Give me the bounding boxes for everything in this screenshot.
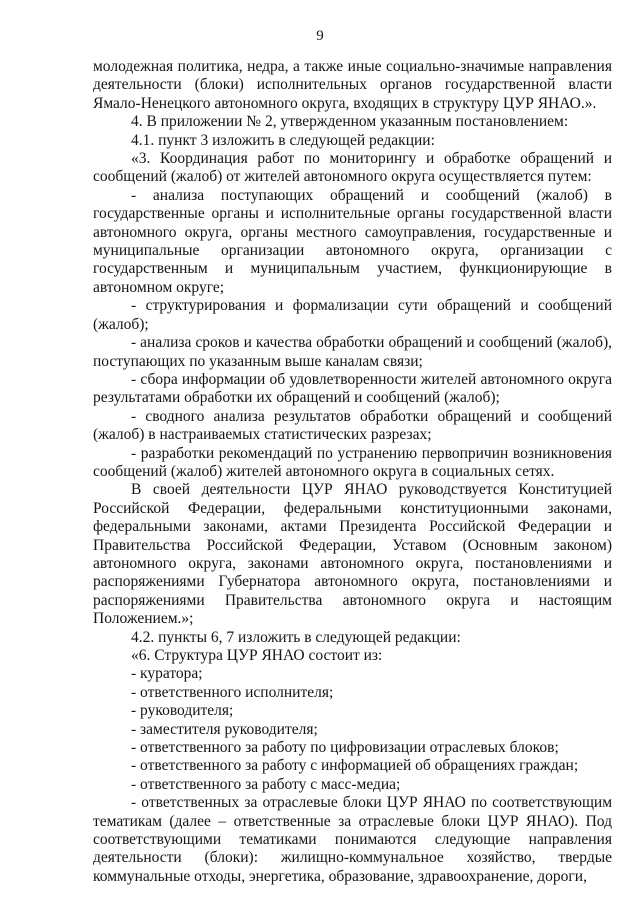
paragraph: - ответственного за работу с информацией об обращениях граждан; xyxy=(131,757,579,775)
paragraph: - куратора; xyxy=(131,665,203,683)
paragraph: «6. Структура ЦУР ЯНАО состоит из: xyxy=(131,647,383,664)
paragraph: «3. Координация работ по мониторингу и обработке обращений и сообщений (жалоб) от жителей автономного округа осуществляется путем: xyxy=(93,150,612,186)
paragraph: - ответственного исполнителя; xyxy=(131,683,334,701)
paragraph: - ответственных за отраслевые блоки ЦУР ЯНАО по соответствующим тематикам (далее – ответственные за отраслевые блоки ЦУР ЯНАО). Под соответствующими тематиками понимаются следующие направления деятельности (блоки): жилищно-коммунальное хозяйство, твердые коммунальные отходы, энергетика, образование, здравоохранение, дороги, xyxy=(93,794,612,885)
paragraph: - ответственного за работу по цифровизации отраслевых блоков; xyxy=(131,739,559,757)
paragraph: - ответственного за работу с масс-медиа; xyxy=(131,775,401,793)
paragraph: - заместителя руководителя; xyxy=(131,720,318,738)
paragraph: 4.1. пункт 3 изложить в следующей редакции: xyxy=(131,131,435,149)
paragraph: 4.2. пункты 6, 7 изложить в следующей редакции: xyxy=(131,628,461,646)
paragraph: молодежная политика, недра, а также иные социально-значимые направления деятельности (блоки) исполнительных органов государственной власти Ямало-Ненецкого автономного округа, входящих в структуру ЦУР ЯНАО.». xyxy=(93,58,612,112)
paragraph: - разработки рекомендаций по устранению первопричин возникновения сообщений (жалоб) жителей автономного округа в социальных сетях. xyxy=(93,444,612,480)
paragraph: - сбора информации об удовлетворенности жителей автономного округа результатами обработки их обращений и сообщений (жалоб); xyxy=(93,370,612,407)
paragraph: - анализа сроков и качества обработки обращений и сообщений (жалоб), поступающих по указанным выше каналам связи; xyxy=(93,334,612,370)
paragraph: - сводного анализа результатов обработки обращений и сообщений (жалоб) в настраиваемых статистических разрезах; xyxy=(93,407,612,444)
paragraph: 4. В приложении № 2, утвержденном указанным постановлением: xyxy=(131,113,569,131)
paragraph: - руководителя; xyxy=(131,702,234,720)
paragraph: - структурирования и формализации сути обращений и сообщений (жалоб); xyxy=(93,297,612,333)
paragraph: - анализа поступающих обращений и сообщений (жалоб) в государственные органы и исполнительные органы государственной власти автономного округа, органы местного самоуправления, государственные и муниципальные организации автономного округа, организации с государственным и муниципальным участием, функционирующие в автономном округе; xyxy=(93,186,612,296)
page-number: 9 xyxy=(316,28,324,44)
paragraph: В своей деятельности ЦУР ЯНАО руководствуется Конституцией Российской Федерации, федеральными конституционными законами, федеральными законами, актами Президента Российской Федерации и Правительства Российской Федерации, Уставом (Основным законом) автономного округа, законами автономного округа, постановлениями и распоряжениями Губернатора автономного округа, постановлениями и распоряжениями Правительства автономного округа и настоящим Положением.»; xyxy=(93,481,612,628)
document-body xyxy=(93,58,612,886)
